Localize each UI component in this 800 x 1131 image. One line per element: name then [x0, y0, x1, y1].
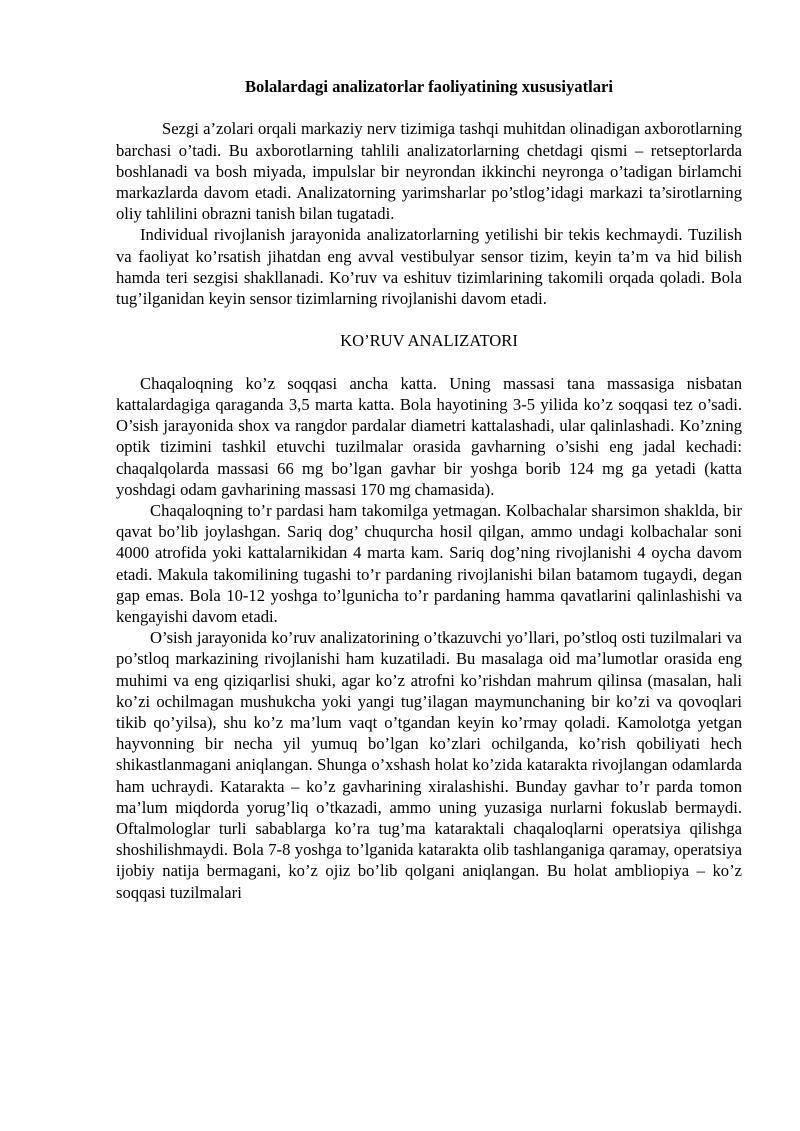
section-paragraph: Chaqaloqning ko’z soqqasi ancha katta. Uning massasi tana massasiga nisbatan kattalardagiga qaraganda 3,5 marta katta. Bola hayotining 3-5 yilida ko’z soqqasi tez o’sadi. O’sish jarayonida shox va rangdor pardalar diametri kattalashadi, ular qalinlashadi. Ko’zning optik tizimini tashkil etuvchi tuzilmalar orasida gavharning o’sishi eng jadal kechadi: chaqalqolarda massasi 66 mg bo’lgan gavhar bir yoshga borib 124 mg ga yetadi (katta yoshdagi odam gavharining massasi 170 mg chamasida).: [116, 373, 742, 499]
section-paragraph: O’sish jarayonida ko’ruv analizatorining o’tkazuvchi yo’llari, po’stloq osti tuzilmalari va po’stloq markazining rivojlanishi ham kuzatiladi. Bu masalaga oid ma’lumotlar orasida eng muhimi va eng qiziqarlisi shuki, agar ko’z atrofni ko’rishdan mahrum qilinsa (masalan, hali ko’zi ochilmagan mushukcha yoki yangi tug’ilagan maymunchaning bir ko’zi va qovoqlari tikib qo’yilsa), shu ko’z ma’lum vaqt o’tgandan keyin ko’rmay qoladi. Kamolotga yetgan hayvonning bir necha yil yumuq bo’lgan ko’zlari ochilganda, ko’rish qobiliyati hech shikastlanmagani aniqlangan. Shunga o’xshash holat ko’zida katarakta rivojlangan odamlarda ham uchraydi. Katarakta – ko’z gavharining xiralashishi. Bunday gavhar to’r parda tomon ma’lum miqdorda yorug’liq o’tkazadi, ammo uning yuzasiga nurlarni fokuslab bermaydi. Oftalmologlar turli sabablarga ko’ra tug’ma kataraktali chaqaloqlarni operatsiya qilishga shoshilishmaydi. Bola 7-8 yoshga to’lganida katarakta olib tashlanganiga qaramay, operatsiya ijobiy natija bermagani, ko’z ojiz bo’lib qolgani aniqlangan. Bu holat ambliopiya – ko’z soqqasi tuzilmalari: [116, 628, 742, 902]
document-body: [116, 76, 742, 903]
intro-paragraph: Sezgi a’zolari orqali markaziy nerv tizimiga tashqi muhitdan olinadigan axborotlarning barchasi o’tadi. Bu axborotlarning tahlili analizatorlarning chetdagi qismi – retseptorlarda boshlanadi va bosh miyada, impulslar bir neyrondan ikkinchi neyronga o’tadigan birlamchi markazlarda davom etadi. Analizatorning yarimsharlar po’stlog’idagi markazi ta’sirotlarning oliy tahlilini obrazni tanish bilan tugatadi.: [116, 119, 742, 224]
section-paragraph: Chaqaloqning to’r pardasi ham takomilga yetmagan. Kolbachalar sharsimon shaklda, bir qavat bo’lib joylashgan. Sariq dog’ chuqurcha hosil qilgan, ammo undagi kolbachalar soni 4000 atrofida yoki kattalarnikidan 4 marta kam. Sariq dog’ning rivojlanishi 4 oycha davom etadi. Makula takomilining tugashi to’r pardaning rivojlanishi bilan batamom tugaydi, degan gap emas. Bola 10-12 yoshga to’lgunicha to’r pardaning hamma qavatlarini qalinlashishi va kengayishi davom etadi.: [116, 501, 742, 627]
intro-paragraph: Individual rivojlanish jarayonida analizatorlarning yetilishi bir tekis kechmaydi. Tuzilish va faoliyat ko’rsatish jihatdan eng avval vestibulyar sensor tizim, keyin ta’m va hid bilish hamda teri sezgisi shakllanadi. Ko’ruv va eshituv tizimlarining takomili orqada qoladi. Bola tug’ilganidan keyin sensor tizimlarning rivojlanishi davom etadi.: [116, 225, 742, 309]
section-heading: KO’RUV ANALIZATORI: [340, 331, 518, 351]
document-title: Bolalardagi analizatorlar faoliyatining xususiyatlari: [244, 77, 613, 96]
